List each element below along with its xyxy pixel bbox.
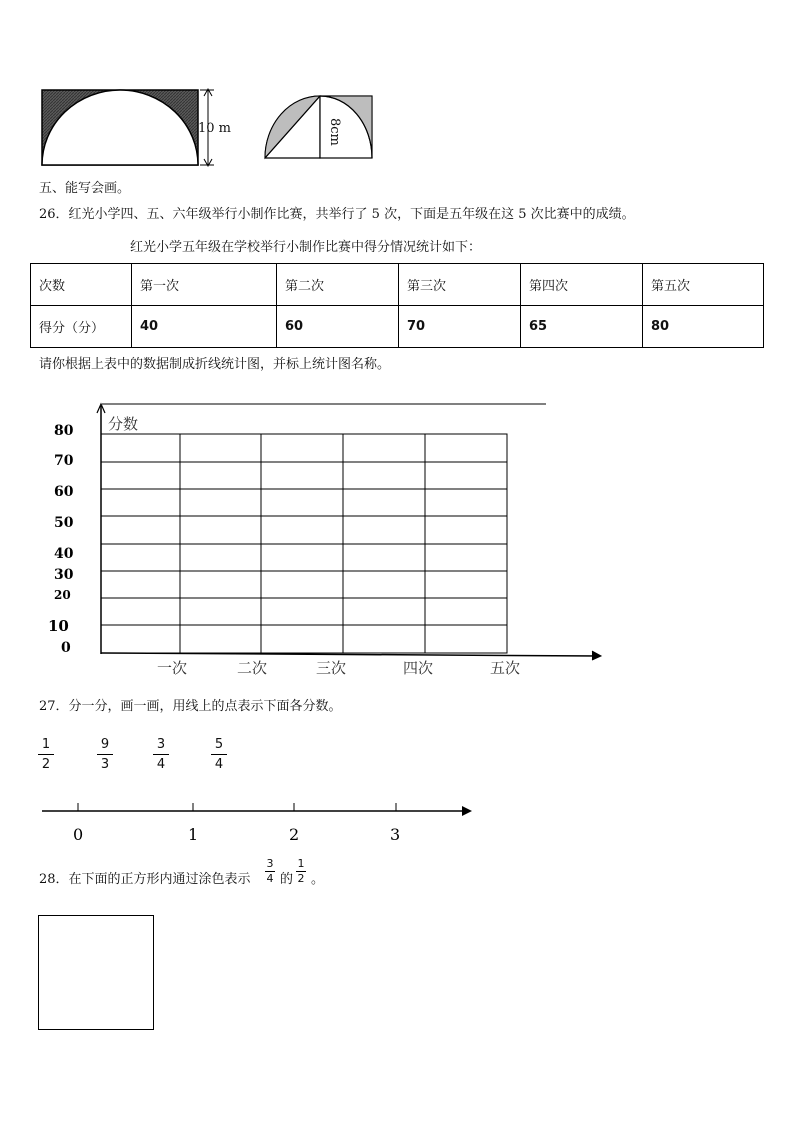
line-chart-grid (40, 396, 610, 681)
fraction-bar (153, 754, 169, 755)
y-tick-label: 0 (61, 640, 71, 656)
y-axis-title: 分数 (108, 415, 139, 433)
fraction-numerator: 5 (214, 737, 224, 752)
fraction-denominator: 2 (41, 757, 51, 772)
score-table (30, 263, 764, 348)
number-line-label: 3 (390, 825, 401, 844)
number-line-label: 1 (188, 825, 199, 844)
table-row (31, 306, 764, 348)
x-tick-label: 二次 (237, 659, 268, 677)
grid-lines (101, 434, 507, 653)
y-tick-label: 30 (54, 567, 74, 583)
fraction-9-3 (97, 737, 113, 772)
number-line-label: 2 (289, 825, 300, 844)
x-tick-label: 三次 (316, 659, 347, 677)
shading-square[interactable] (38, 915, 154, 1030)
fraction-1-2-inline (296, 858, 306, 885)
y-tick-label: 60 (54, 484, 74, 500)
y-tick-label: 50 (54, 515, 74, 531)
x-tick-label: 五次 (490, 659, 521, 677)
table-cell: 第一次 (132, 264, 277, 306)
fraction-3-4-inline (265, 858, 275, 885)
x-tick-label: 四次 (403, 659, 434, 677)
q26-text: 26．红光小学四、五、六年级举行小制作比赛，共举行了 5 次，下面是五年级在这 5 次比赛中的成绩。 (39, 207, 635, 222)
q28-text-before: 28．在下面的正方形内通过涂色表示 (39, 872, 251, 887)
fraction-denominator: 3 (100, 757, 110, 772)
table-cell: 次数 (31, 264, 132, 306)
quarter-circle-figure (262, 92, 377, 162)
fraction-denominator: 4 (266, 872, 274, 885)
y-tick-label: 10 (48, 617, 69, 635)
semicircle-label: 10 m (198, 121, 232, 136)
semicircle-figure (38, 86, 248, 170)
fraction-bar (38, 754, 54, 755)
table-cell: 第五次 (643, 264, 764, 306)
q28-text-mid: 的 (280, 872, 294, 887)
q26-instruction: 请你根据上表中的数据制成折线统计图，并标上统计图名称。 (39, 357, 391, 372)
fraction-numerator: 1 (297, 857, 305, 870)
fraction-denominator: 2 (297, 872, 305, 885)
q27-text: 27．分一分，画一画，用线上的点表示下面各分数。 (39, 699, 342, 714)
fraction-denominator: 4 (156, 757, 166, 772)
fraction-numerator: 9 (100, 737, 110, 752)
fraction-bar (211, 754, 227, 755)
quarter-label: 8cm (327, 118, 342, 146)
y-tick-label: 40 (54, 546, 74, 562)
number-line-label: 0 (73, 825, 84, 844)
fraction-bar (97, 754, 113, 755)
fraction-numerator: 3 (156, 737, 166, 752)
table-cell: 第四次 (521, 264, 643, 306)
table-cell: 得分（分） (31, 306, 132, 348)
q26-table-caption: 红光小学五年级在学校举行小制作比赛中得分情况统计如下： (130, 240, 482, 255)
fraction-denominator: 4 (214, 757, 224, 772)
table-cell: 70 (399, 306, 521, 348)
section-five-heading: 五、能写会画。 (39, 181, 131, 196)
table-cell: 80 (643, 306, 764, 348)
q28-text-after: 。 (311, 872, 325, 887)
table-cell: 40 (132, 306, 277, 348)
x-tick-label: 一次 (157, 659, 188, 677)
table-cell: 60 (277, 306, 399, 348)
table-cell: 65 (521, 306, 643, 348)
fraction-1-2 (38, 737, 54, 772)
y-tick-label: 80 (54, 423, 74, 439)
number-line (38, 798, 478, 844)
fraction-numerator: 1 (41, 737, 51, 752)
fraction-5-4 (211, 737, 227, 772)
table-cell: 第三次 (399, 264, 521, 306)
y-tick-label: 20 (54, 588, 71, 602)
fraction-3-4 (153, 737, 169, 772)
table-header-row (31, 264, 764, 306)
fraction-numerator: 3 (266, 857, 274, 870)
table-cell: 第二次 (277, 264, 399, 306)
y-tick-label: 70 (54, 453, 74, 469)
